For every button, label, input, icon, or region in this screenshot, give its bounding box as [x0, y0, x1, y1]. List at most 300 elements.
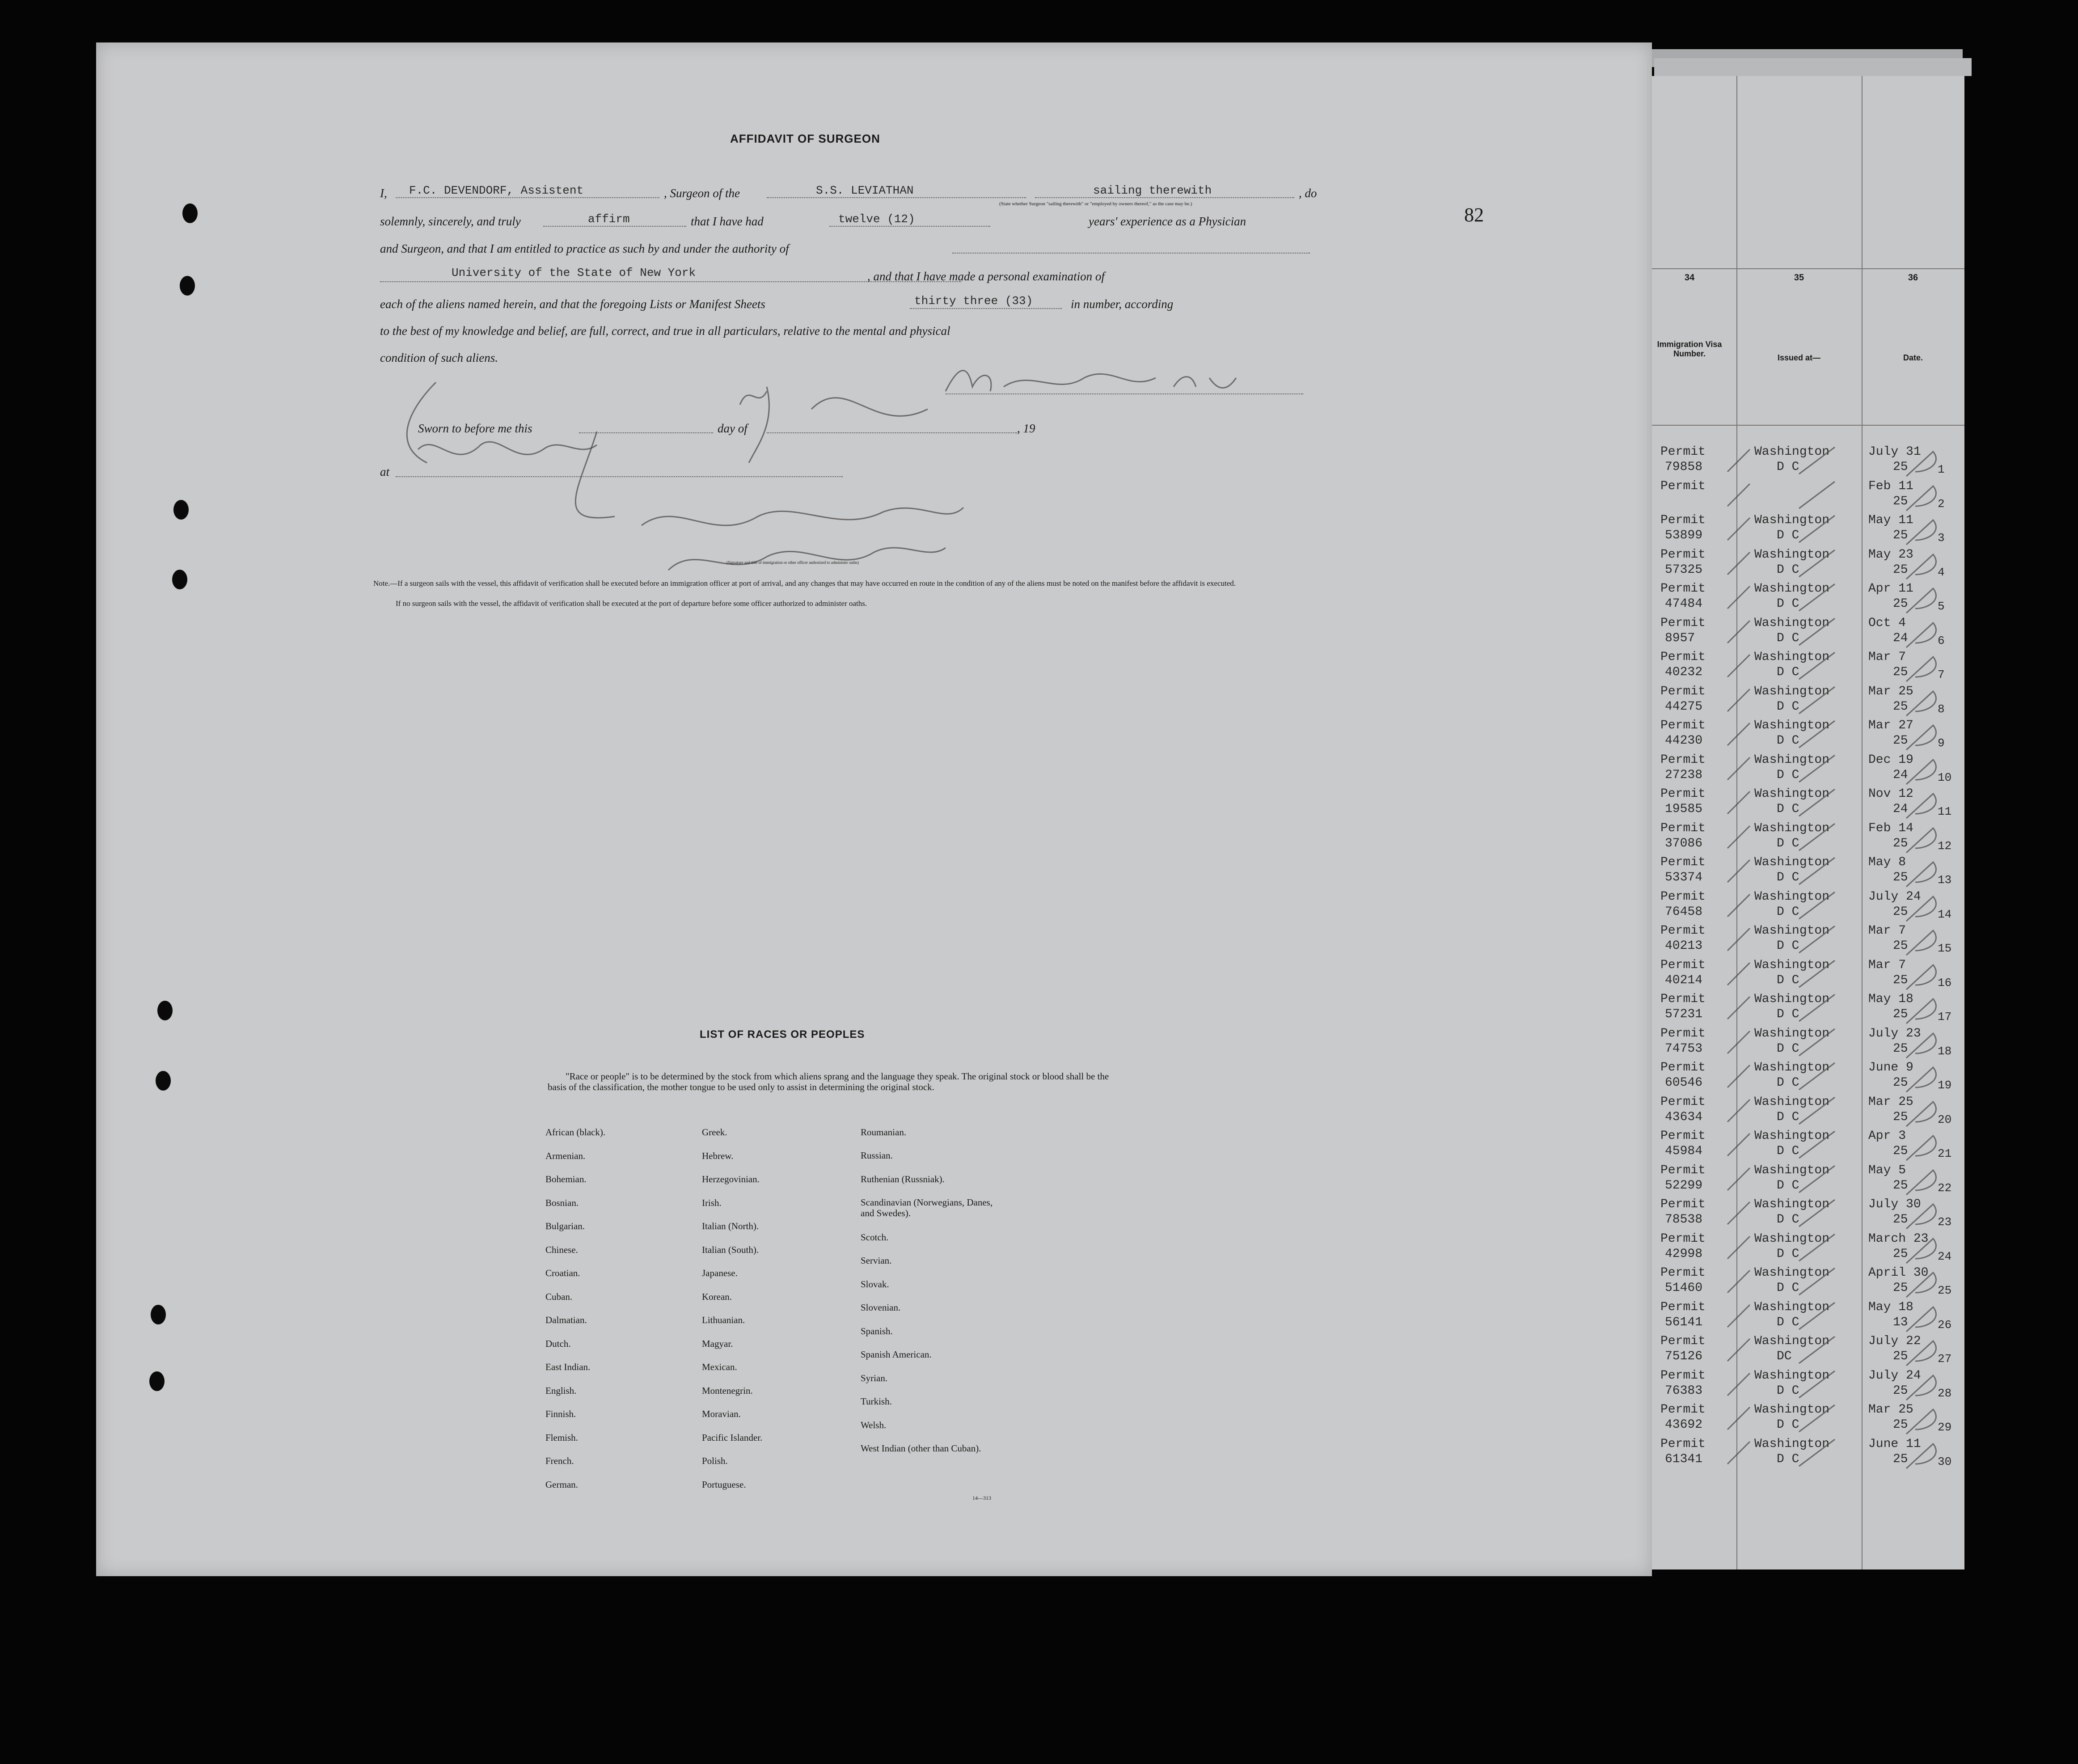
check-mark: [1719, 924, 1951, 960]
permit-label: Permit: [1660, 992, 1706, 1006]
visa-number: 8957: [1665, 631, 1695, 645]
check-mark: [1719, 1369, 1951, 1404]
visa-year: 25: [1893, 1178, 1908, 1193]
issued-place: Washington: [1754, 650, 1830, 664]
visa-number: 57325: [1665, 563, 1703, 577]
race-item: Turkish.: [861, 1396, 892, 1407]
visa-date: Nov 12: [1868, 787, 1913, 801]
binder-hole: [151, 1305, 166, 1324]
visa-number: 57231: [1665, 1007, 1703, 1021]
issued-place: Washington: [1754, 1368, 1830, 1383]
visa-number: 76458: [1665, 905, 1703, 919]
visa-date: March 23: [1868, 1231, 1929, 1246]
issued-place: Washington: [1754, 1026, 1830, 1041]
fill-rule: [952, 253, 1310, 254]
race-item: Portuguese.: [702, 1479, 746, 1490]
visa-number: 42998: [1665, 1247, 1703, 1261]
race-item: East Indian.: [545, 1362, 591, 1372]
check-mark: [1719, 1437, 1951, 1473]
visa-number: 27238: [1665, 768, 1703, 782]
row-number: 12: [1938, 839, 1952, 853]
visa-year: 25: [1893, 1349, 1908, 1363]
race-item: Bulgarian.: [545, 1221, 585, 1231]
visa-date: Mar 7: [1868, 924, 1906, 938]
visa-year: 25: [1893, 1247, 1908, 1261]
check-mark: [1719, 1129, 1951, 1165]
visa-number: 75126: [1665, 1349, 1703, 1363]
notary-signature: [364, 355, 1102, 606]
visa-year: 25: [1893, 973, 1908, 987]
issued-place-state: D C: [1777, 836, 1799, 850]
years-count: twelve (12): [838, 212, 915, 226]
check-mark: [1719, 821, 1951, 857]
permit-label: Permit: [1660, 513, 1706, 527]
visa-date: July 24: [1868, 889, 1921, 904]
issued-place-state: D C: [1777, 1110, 1799, 1124]
surgeon-name: F.C. DEVENDORF, Assistent: [409, 184, 584, 197]
officer-caption: (Signature and title of immigration or other officer authorized to administer oaths): [726, 560, 859, 565]
visa-year: 25: [1893, 699, 1908, 714]
issued-place-state: D C: [1777, 1315, 1799, 1329]
visa-year: 25: [1893, 1418, 1908, 1432]
race-item: Bohemian.: [545, 1174, 587, 1184]
header-visa-number: Immigration Visa Number.: [1657, 340, 1722, 358]
row-number: 2: [1938, 497, 1945, 511]
issued-place: Washington: [1754, 445, 1830, 459]
issued-place: Washington: [1754, 924, 1830, 938]
permit-label: Permit: [1660, 958, 1706, 972]
permit-label: Permit: [1660, 1334, 1706, 1348]
visa-year: 25: [1893, 734, 1908, 748]
race-item: Dutch.: [545, 1338, 571, 1349]
permit-label: Permit: [1660, 924, 1706, 938]
visa-year: 13: [1893, 1315, 1908, 1329]
fill-rule: [396, 197, 659, 198]
issued-place-state: D C: [1777, 1007, 1799, 1021]
race-item: African (black).: [545, 1127, 606, 1138]
issued-place: Washington: [1754, 1300, 1830, 1314]
visa-year: 25: [1893, 1110, 1908, 1124]
race-item: Armenian.: [545, 1150, 586, 1161]
row-number: 13: [1938, 873, 1952, 887]
visa-number: 74753: [1665, 1041, 1703, 1056]
race-item: Montenegrin.: [702, 1385, 753, 1396]
permit-label: Permit: [1660, 1403, 1706, 1417]
race-item: Japanese.: [702, 1268, 738, 1278]
issued-place: Washington: [1754, 958, 1830, 972]
issued-place: Washington: [1754, 616, 1830, 630]
visa-date: July 23: [1868, 1026, 1921, 1041]
check-mark: [1719, 1300, 1951, 1336]
visa-year: 25: [1893, 871, 1908, 884]
check-mark: [1719, 1334, 1951, 1370]
row-number: 20: [1938, 1113, 1952, 1126]
column-number: 34: [1684, 273, 1695, 283]
visa-date: Mar 7: [1868, 958, 1906, 972]
issued-place-state: D C: [1777, 1213, 1799, 1227]
permit-label: Permit: [1660, 684, 1706, 698]
row-number: 8: [1938, 702, 1945, 716]
in-number-label: in number, according: [1071, 297, 1174, 311]
header-issued-at: Issued at—: [1777, 353, 1821, 362]
visa-number: 53899: [1665, 529, 1703, 542]
issued-place-state: D C: [1777, 1247, 1799, 1261]
race-item: Pacific Islander.: [702, 1432, 763, 1443]
visa-year: 25: [1893, 1007, 1908, 1021]
permit-label: Permit: [1660, 1266, 1706, 1280]
visa-number: 44275: [1665, 699, 1703, 714]
race-item: Cuban.: [545, 1291, 573, 1302]
issued-place: Washington: [1754, 684, 1830, 698]
race-item: Lithuanian.: [702, 1315, 745, 1325]
permit-label: Permit: [1660, 719, 1706, 732]
row-number: 1: [1938, 463, 1945, 476]
visa-date: May 18: [1868, 1300, 1913, 1314]
note-surgeon: Note.—If a surgeon sails with the vessel, this affidavit of verification shall be executed before an immigration officer at port of arrival, and any changes that may have occurred en route in the condition of any of the aliens must be noted on the manifest before the affidavit is executed.: [373, 579, 1236, 588]
visa-date: July 30: [1868, 1197, 1921, 1211]
race-item: Slovak.: [861, 1279, 889, 1290]
affidavit-title: AFFIDAVIT OF SURGEON: [730, 132, 880, 145]
fill-rule: [910, 308, 1062, 309]
race-item: Croatian.: [545, 1268, 580, 1278]
visa-date: Apr 11: [1868, 582, 1913, 596]
race-item: Flemish.: [545, 1432, 578, 1443]
issued-place: Washington: [1754, 1403, 1830, 1417]
issued-place-state: D C: [1777, 1178, 1799, 1193]
check-mark: [1719, 582, 1951, 618]
issued-place-state: D C: [1777, 665, 1799, 679]
row-number: 25: [1938, 1284, 1952, 1297]
permit-label: Permit: [1660, 650, 1706, 664]
row-number: 18: [1938, 1044, 1952, 1058]
visa-number: 76383: [1665, 1383, 1703, 1398]
visa-number: 19585: [1665, 802, 1703, 816]
issued-place: Washington: [1754, 1163, 1830, 1177]
race-item: Polish.: [702, 1455, 728, 1466]
issued-place-state: D C: [1777, 1383, 1799, 1398]
race-item: Irish.: [702, 1197, 722, 1208]
visa-year: 25: [1893, 563, 1908, 577]
permit-label: Permit: [1660, 1437, 1706, 1451]
visa-date: May 5: [1868, 1163, 1906, 1177]
visa-number: 47484: [1665, 597, 1703, 611]
visa-date: July 24: [1868, 1368, 1921, 1383]
fill-rule: [829, 226, 990, 227]
visa-number: 45984: [1665, 1144, 1703, 1158]
visa-date: April 30: [1868, 1266, 1929, 1280]
row-number: 22: [1938, 1181, 1952, 1195]
stacked-page-edge: [1654, 58, 1972, 76]
issued-place-state: D C: [1777, 734, 1799, 748]
check-mark: [1719, 445, 1951, 481]
visa-number: 61341: [1665, 1452, 1703, 1466]
check-mark: [1719, 513, 1951, 549]
race-item: Italian (South).: [702, 1244, 759, 1255]
race-item: Magyar.: [702, 1338, 733, 1349]
issued-place-state: D C: [1777, 460, 1799, 474]
check-mark: [1719, 1197, 1951, 1233]
row-number: 3: [1938, 531, 1945, 545]
visa-date: May 8: [1868, 855, 1906, 869]
visa-year: 24: [1893, 631, 1908, 645]
visa-year: 25: [1893, 905, 1908, 919]
affirm-word: affirm: [588, 212, 630, 226]
permit-label: Permit: [1660, 547, 1706, 562]
affidavit-page: [96, 42, 1652, 1576]
issued-place: Washington: [1754, 1095, 1830, 1109]
binder-hole: [172, 570, 187, 589]
authority-name: University of the State of New York: [452, 266, 696, 279]
issued-place: Washington: [1754, 889, 1830, 904]
that-label: that I have had: [691, 215, 764, 228]
manifest-line: each of the aliens named herein, and that the foregoing Lists or Manifest Sheets: [380, 297, 765, 311]
fill-rule: [1035, 197, 1294, 198]
issued-place: Washington: [1754, 513, 1830, 527]
races-title: LIST OF RACES OR PEOPLES: [700, 1028, 865, 1041]
row-number: 6: [1938, 634, 1945, 647]
permit-label: Permit: [1660, 616, 1706, 630]
visa-year: 25: [1893, 939, 1908, 953]
note-no-surgeon: If no surgeon sails with the vessel, the affidavit of verification shall be executed at the port of departure before some officer authorized to administer oaths.: [396, 599, 867, 608]
check-mark: [1719, 479, 1951, 515]
visa-date: July 22: [1868, 1334, 1921, 1348]
race-item: Welsh.: [861, 1420, 887, 1430]
visa-year: 25: [1893, 665, 1908, 679]
race-item: Mexican.: [702, 1362, 737, 1372]
visa-year: 25: [1893, 494, 1908, 508]
issued-place: Washington: [1754, 1231, 1830, 1246]
row-number: 28: [1938, 1386, 1952, 1400]
permit-label: Permit: [1660, 479, 1706, 493]
permit-label: Permit: [1660, 787, 1706, 801]
permit-label: Permit: [1660, 855, 1706, 869]
issued-place-state: D C: [1777, 563, 1799, 577]
visa-number: 40214: [1665, 973, 1703, 987]
row-number: 21: [1938, 1147, 1952, 1160]
check-mark: [1719, 1403, 1951, 1438]
at-label: at: [380, 465, 390, 478]
race-item: Scotch.: [861, 1232, 889, 1243]
issued-place-state: D C: [1777, 597, 1799, 611]
issued-place: Washington: [1754, 855, 1830, 869]
check-mark: [1719, 616, 1951, 652]
visa-date: Mar 7: [1868, 650, 1906, 664]
check-mark: [1719, 753, 1951, 789]
issued-place: Washington: [1754, 1266, 1830, 1280]
visa-number: 40232: [1665, 665, 1703, 679]
check-mark: [1719, 992, 1951, 1028]
visa-date: May 23: [1868, 547, 1913, 562]
race-item: Hebrew.: [702, 1150, 734, 1161]
permit-label: Permit: [1660, 1026, 1706, 1041]
day-of-label: day of: [718, 422, 748, 435]
race-item: Finnish.: [545, 1409, 576, 1419]
race-item: Greek.: [702, 1127, 727, 1138]
sworn-label: Sworn to before me this: [418, 422, 532, 435]
binder-hole: [180, 276, 195, 296]
issued-place-state: D C: [1777, 905, 1799, 919]
permit-label: Permit: [1660, 582, 1706, 596]
visa-date: Feb 14: [1868, 821, 1913, 835]
issued-place-state: D C: [1777, 871, 1799, 884]
visa-year: 24: [1893, 802, 1908, 816]
issued-place-state: D C: [1777, 631, 1799, 645]
issued-place: Washington: [1754, 582, 1830, 596]
race-item: English.: [545, 1385, 577, 1396]
visa-year: 25: [1893, 460, 1908, 474]
issued-place: Washington: [1754, 1437, 1830, 1451]
issued-place: Washington: [1754, 719, 1830, 732]
row-number: 9: [1938, 736, 1945, 750]
issued-place-state: D C: [1777, 1076, 1799, 1090]
affidavit-i: I,: [380, 186, 387, 200]
do-label: , do: [1299, 186, 1317, 200]
issued-place: Washington: [1754, 821, 1830, 835]
ship-name: S.S. LEVIATHAN: [816, 184, 914, 197]
row-number: 29: [1938, 1421, 1952, 1434]
visa-number: 43692: [1665, 1418, 1703, 1432]
authority-line: and Surgeon, and that I am entitled to practice as such by and under the authority of: [380, 242, 789, 255]
check-mark: [1719, 1232, 1951, 1268]
issued-place-state: D C: [1777, 939, 1799, 953]
row-number: 24: [1938, 1249, 1952, 1263]
surgeon-of-label: , Surgeon of the: [664, 186, 740, 200]
header-rule: [1643, 268, 1964, 269]
check-mark: [1719, 1266, 1951, 1302]
visa-year: 25: [1893, 1076, 1908, 1090]
races-intro: "Race or people" is to be determined by the stock from which aliens sprang and the language they speak. The original stock or blood shall be the basis of the classification, the mother tongue to be used only to assist in determining the original stock.: [548, 1071, 1109, 1092]
visa-date: May 11: [1868, 513, 1913, 527]
issued-place-state: DC: [1777, 1349, 1792, 1363]
race-item: Roumanian.: [861, 1127, 907, 1138]
issued-place-state: D C: [1777, 802, 1799, 816]
issued-place: Washington: [1754, 1334, 1830, 1348]
check-mark: [1719, 787, 1951, 823]
visa-year: 25: [1893, 1213, 1908, 1227]
visa-year: 25: [1893, 1383, 1908, 1398]
visa-date: Oct 4: [1868, 616, 1906, 630]
row-number: 26: [1938, 1318, 1952, 1332]
row-number: 4: [1938, 565, 1945, 579]
issued-place-state: D C: [1777, 1041, 1799, 1056]
permit-label: Permit: [1660, 445, 1706, 459]
visa-ledger-page: [1641, 76, 1964, 1569]
check-mark: [1719, 548, 1951, 584]
form-code: 14—313: [972, 1495, 991, 1501]
visa-year: 25: [1893, 1281, 1908, 1295]
check-mark: [1719, 1027, 1951, 1062]
race-item: Syrian.: [861, 1373, 888, 1383]
issued-place: Washington: [1754, 787, 1830, 801]
visa-number: 44230: [1665, 734, 1703, 748]
visa-year: 25: [1893, 1041, 1908, 1056]
issued-place-state: D C: [1777, 1452, 1799, 1466]
issued-place-state: D C: [1777, 768, 1799, 782]
sailing-status: sailing therewith: [1093, 184, 1212, 197]
row-number: 30: [1938, 1455, 1952, 1468]
issued-place-state: D C: [1777, 1418, 1799, 1432]
issued-place: Washington: [1754, 992, 1830, 1006]
row-number: 16: [1938, 976, 1952, 990]
column-number: 36: [1908, 273, 1918, 283]
check-mark: [1719, 855, 1951, 891]
binder-hole: [173, 500, 189, 520]
race-item: Scandinavian (Norwegians, Danes, and Swedes).: [861, 1197, 993, 1218]
row-number: 7: [1938, 668, 1945, 681]
permit-label: Permit: [1660, 1197, 1706, 1211]
visa-number: 40213: [1665, 939, 1703, 953]
row-number: 14: [1938, 907, 1952, 921]
race-item: West Indian (other than Cuban).: [861, 1443, 981, 1454]
column-number: 35: [1794, 273, 1804, 283]
row-number: 5: [1938, 600, 1945, 613]
row-number: 17: [1938, 1010, 1952, 1024]
permit-label: Permit: [1660, 1129, 1706, 1143]
visa-date: Mar 25: [1868, 1403, 1913, 1417]
visa-number: 53374: [1665, 871, 1703, 884]
years-label: years' experience as a Physician: [1089, 215, 1246, 228]
visa-date: July 31: [1868, 445, 1921, 459]
check-mark: [1719, 1095, 1951, 1131]
issued-place: Washington: [1754, 547, 1830, 562]
permit-label: Permit: [1660, 889, 1706, 904]
race-item: Herzegovinian.: [702, 1174, 760, 1184]
permit-label: Permit: [1660, 753, 1706, 767]
fill-rule: [543, 226, 686, 227]
visa-date: June 11: [1868, 1437, 1921, 1451]
visa-date: June 9: [1868, 1061, 1913, 1074]
check-mark: [1719, 1061, 1951, 1096]
check-mark: [1719, 1163, 1951, 1199]
visa-year: 25: [1893, 597, 1908, 611]
visa-number: 56141: [1665, 1315, 1703, 1329]
visa-year: 25: [1893, 529, 1908, 542]
header-date: Date.: [1903, 353, 1923, 362]
issued-place-state: D C: [1777, 1144, 1799, 1158]
race-item: Korean.: [702, 1291, 732, 1302]
visa-date: Mar 27: [1868, 719, 1913, 732]
row-number: 15: [1938, 942, 1952, 955]
permit-label: Permit: [1660, 821, 1706, 835]
race-item: Servian.: [861, 1255, 892, 1266]
visa-year: 24: [1893, 768, 1908, 782]
race-item: Italian (North).: [702, 1221, 759, 1231]
visa-year: 25: [1893, 1452, 1908, 1466]
issued-place-state: D C: [1777, 529, 1799, 542]
ship-note: (State whether Surgeon "sailing therewith" or "employed by owners thereof," as the case may be.): [999, 201, 1192, 207]
race-item: Dalmatian.: [545, 1315, 587, 1325]
race-item: German.: [545, 1479, 578, 1490]
race-item: Moravian.: [702, 1409, 741, 1419]
binder-hole: [156, 1071, 171, 1091]
header-rule: [1643, 425, 1964, 426]
visa-number: 43634: [1665, 1110, 1703, 1124]
visa-number: 60546: [1665, 1076, 1703, 1090]
race-item: Russian.: [861, 1150, 893, 1161]
check-mark: [1719, 719, 1951, 754]
binder-hole: [157, 1001, 173, 1020]
visa-year: 25: [1893, 836, 1908, 850]
row-number: 11: [1938, 805, 1952, 818]
page-number: 82: [1464, 204, 1484, 226]
issued-place: Washington: [1754, 1061, 1830, 1074]
permit-label: Permit: [1660, 1061, 1706, 1074]
visa-date: May 18: [1868, 992, 1913, 1006]
visa-number: 52299: [1665, 1178, 1703, 1193]
binder-hole: [182, 203, 198, 223]
check-mark: [1719, 685, 1951, 720]
race-item: Spanish American.: [861, 1349, 932, 1360]
